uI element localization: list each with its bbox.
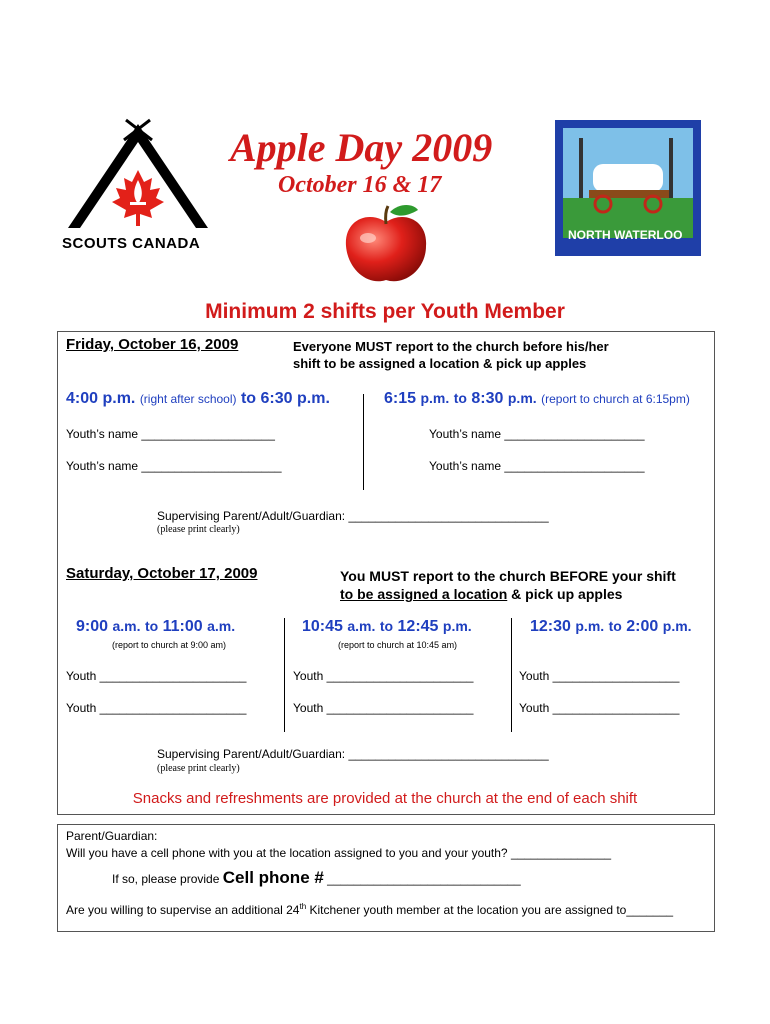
saturday-note-line1: You MUST report to the church BEFORE your shift bbox=[340, 568, 676, 584]
saturday-youth-3[interactable]: Youth ___________________ bbox=[519, 669, 680, 683]
shift-end-suffix: p.m. bbox=[662, 618, 692, 634]
saturday-youth-5[interactable]: Youth ______________________ bbox=[293, 701, 474, 715]
cell-phone-question[interactable]: Will you have a cell phone with you at the location assigned to you and your youth? _______________ bbox=[66, 846, 612, 860]
shift-end-suffix: p.m. bbox=[442, 618, 472, 634]
saturday-shift2-note: (report to church at 10:45 am) bbox=[338, 640, 458, 650]
shift-start-suffix: p.m. bbox=[420, 390, 450, 406]
saturday-supervisor-field[interactable]: Supervising Parent/Adult/Guardian: ______________________________ bbox=[157, 747, 549, 761]
friday-youth-name-2[interactable]: Youth’s name _____________________ bbox=[429, 427, 645, 441]
shift-start: 6:15 bbox=[384, 390, 417, 407]
saturday-note-underlined: to be assigned a location bbox=[340, 586, 508, 602]
shift-end: 8:30 bbox=[471, 390, 504, 407]
shift-start: 12:30 bbox=[530, 618, 571, 635]
saturday-shift2-time bbox=[302, 618, 472, 636]
page-subtitle: October 16 & 17 bbox=[278, 172, 442, 198]
shift-end: 12:45 bbox=[397, 618, 439, 635]
friday-label: Friday, October 16, 2009 bbox=[66, 336, 239, 353]
friday-shift1-time bbox=[66, 390, 330, 408]
shift-end: 11:00 bbox=[162, 618, 203, 635]
shift-start: 10:45 bbox=[302, 618, 343, 635]
friday-youth-name-3[interactable]: Youth’s name _____________________ bbox=[66, 459, 282, 473]
apple-image bbox=[338, 200, 436, 288]
friday-note-line1: Everyone MUST report to the church before his/her bbox=[293, 339, 609, 354]
saturday-note-rest: & pick up apples bbox=[507, 586, 623, 602]
saturday-youth-1[interactable]: Youth ______________________ bbox=[66, 669, 247, 683]
shift-start-note: (right after school) bbox=[139, 392, 237, 406]
shift-end-suffix: a.m. bbox=[207, 618, 236, 634]
shift-start: 4:00 p.m. bbox=[66, 390, 136, 407]
shift-end-suffix: p.m. bbox=[507, 390, 537, 406]
friday-supervisor-field[interactable]: Supervising Parent/Adult/Guardian: ______________________________ bbox=[157, 509, 549, 523]
friday-note-line2: shift to be assigned a location & pick up apples bbox=[293, 356, 587, 371]
shift-start-suffix: p.m. bbox=[575, 618, 605, 634]
friday-divider bbox=[363, 394, 364, 490]
supervise-text-b: Kitchener youth member at the location you are assigned to_______ bbox=[306, 903, 674, 917]
saturday-shift1-time bbox=[76, 618, 235, 636]
friday-print-note: (please print clearly) bbox=[157, 524, 240, 535]
saturday-label: Saturday, October 17, 2009 bbox=[66, 565, 258, 582]
shift-to: to bbox=[608, 618, 622, 634]
saturday-divider-1 bbox=[284, 618, 285, 732]
scouts-canada-text: SCOUTS CANADA bbox=[62, 235, 201, 252]
badge-text: NORTH WATERLOO bbox=[568, 228, 683, 242]
shift-to: to bbox=[379, 618, 394, 634]
shifts-heading: Minimum 2 shifts per Youth Member bbox=[205, 300, 565, 323]
supervise-text-a: Are you willing to supervise an additional 24 bbox=[66, 903, 300, 917]
supervise-question[interactable] bbox=[66, 902, 673, 917]
cell-prefix: If so, please provide bbox=[112, 872, 220, 886]
friday-note bbox=[293, 338, 609, 372]
cell-phone-field[interactable] bbox=[112, 868, 521, 888]
saturday-youth-6[interactable]: Youth ___________________ bbox=[519, 701, 680, 715]
shift-to: to bbox=[453, 390, 467, 406]
saturday-youth-4[interactable]: Youth ______________________ bbox=[66, 701, 247, 715]
supervise-sup: th bbox=[299, 902, 307, 911]
friday-youth-name-1[interactable]: Youth’s name ____________________ bbox=[66, 427, 275, 441]
parent-guardian-label: Parent/Guardian: bbox=[66, 829, 158, 843]
snacks-note: Snacks and refreshments are provided at the church at the end of each shift bbox=[132, 790, 638, 807]
saturday-shift1-note: (report to church at 9:00 am) bbox=[112, 640, 227, 650]
shift-note: (report to church at 6:15pm) bbox=[541, 392, 690, 406]
cell-label: Cell phone # bbox=[222, 868, 324, 887]
friday-youth-name-4[interactable]: Youth’s name _____________________ bbox=[429, 459, 645, 473]
shift-start-suffix: a.m. bbox=[112, 618, 141, 634]
shift-start-suffix: a.m. bbox=[347, 618, 376, 634]
saturday-note-line2 bbox=[340, 585, 676, 603]
saturday-shift3-time bbox=[530, 618, 692, 636]
saturday-print-note: (please print clearly) bbox=[157, 763, 240, 774]
shift-to: to bbox=[144, 618, 159, 634]
shift-end: 6:30 p.m. bbox=[260, 390, 330, 407]
shift-to: to bbox=[240, 390, 257, 407]
page-title: Apple Day 2009 bbox=[230, 125, 493, 170]
friday-shift2-time bbox=[384, 390, 690, 408]
shift-end: 2:00 bbox=[626, 618, 659, 635]
saturday-youth-2[interactable]: Youth ______________________ bbox=[293, 669, 474, 683]
saturday-divider-2 bbox=[511, 618, 512, 732]
saturday-note bbox=[340, 567, 676, 603]
cell-blank: _____________________________ bbox=[327, 872, 521, 886]
shift-start: 9:00 bbox=[76, 618, 109, 635]
